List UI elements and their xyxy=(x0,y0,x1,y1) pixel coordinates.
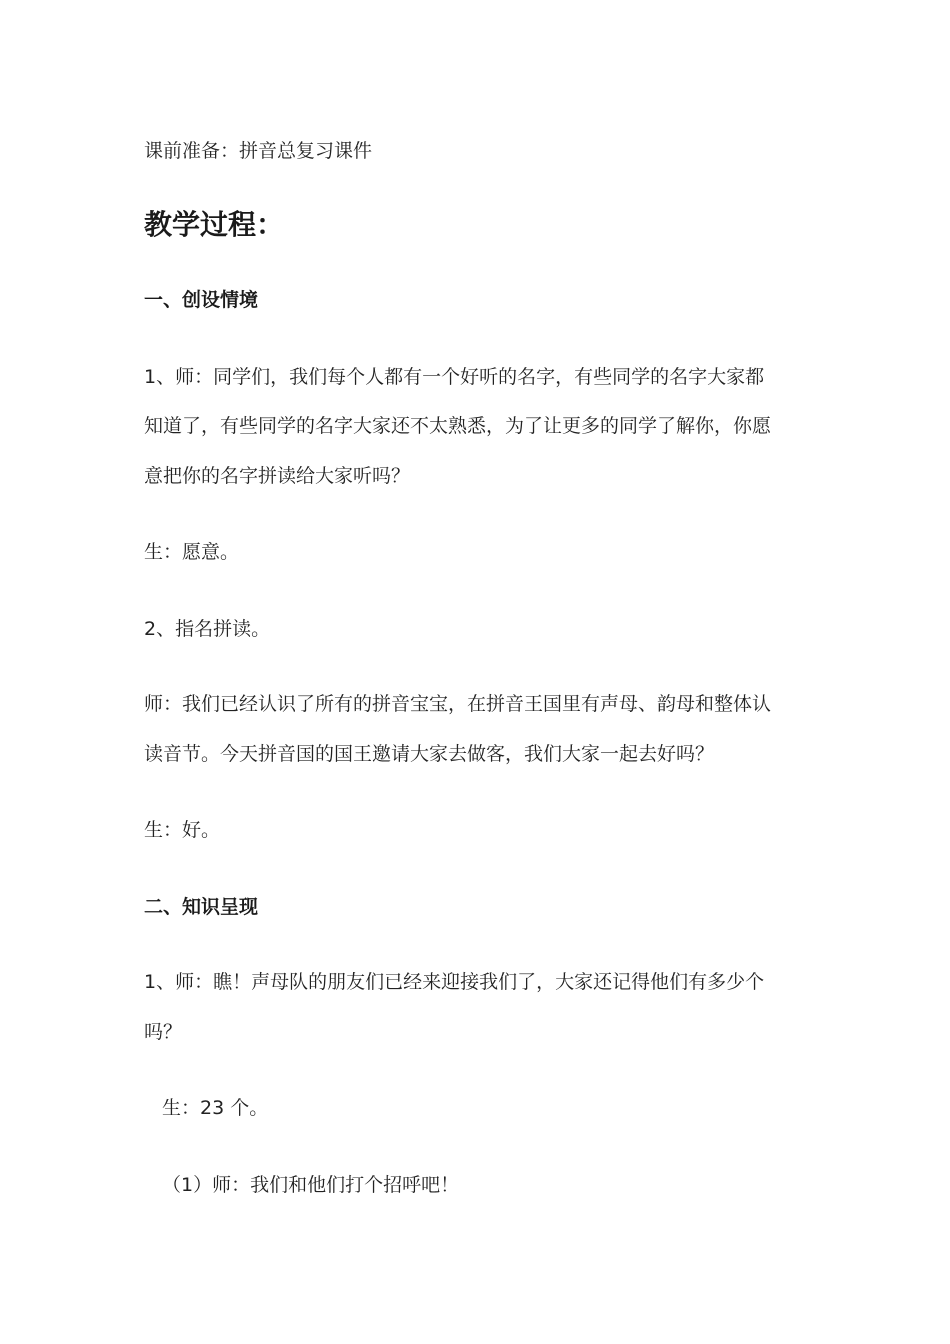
paragraph-line: 2、指名拼读。 xyxy=(144,618,271,640)
paragraph-line: 意把你的名字拼读给大家听吗？ xyxy=(144,465,411,487)
prep-line: 课前准备：拼音总复习课件 xyxy=(144,140,373,162)
paragraph-line: 知道了，有些同学的名字大家还不太熟悉，为了让更多的同学了解你，你愿 xyxy=(144,415,772,437)
section-heading-1: 一、创设情境 xyxy=(144,289,259,311)
paragraph-line: 1、师：同学们，我们每个人都有一个好听的名字，有些同学的名字大家都 xyxy=(144,366,765,388)
paragraph-line: 1、师：瞧！声母队的朋友们已经来迎接我们了，大家还记得他们有多少个 xyxy=(144,971,765,993)
paragraph-line: （1）师：我们和他们打个招呼吧！ xyxy=(162,1174,460,1196)
section-heading-2: 二、知识呈现 xyxy=(144,896,259,918)
paragraph-line: 师：我们已经认识了所有的拼音宝宝，在拼音王国里有声母、韵母和整体认 xyxy=(144,693,772,715)
student-reply: 生：愿意。 xyxy=(144,541,240,563)
paragraph-line: 吗？ xyxy=(144,1021,183,1043)
page-title: 教学过程： xyxy=(144,208,285,241)
student-reply: 生：好。 xyxy=(144,819,221,841)
student-reply: 生：23 个。 xyxy=(162,1097,269,1119)
paragraph-line: 读音节。今天拼音国的国王邀请大家去做客，我们大家一起去好吗？ xyxy=(144,743,715,765)
